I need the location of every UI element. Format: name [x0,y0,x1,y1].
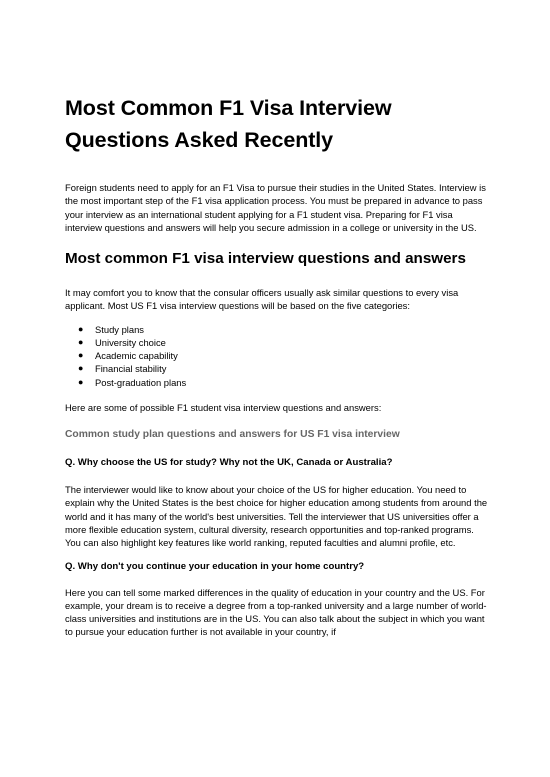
list-item: ● Post-graduation plans [78,376,187,388]
question-heading: Q. Why choose the US for study? Why not the UK, Canada or Australia? [65,457,393,469]
bullet-icon: ● [78,363,84,374]
bullet-icon: ● [78,336,84,347]
bullet-icon: ● [78,350,84,361]
list-item: ● Financial stability [78,363,167,375]
section-heading: Most common F1 visa interview questions and answers [65,250,466,268]
list-item: ● Academic capability [78,350,178,362]
subsection-heading: Common study plan questions and answers for US F1 visa interview [65,429,400,441]
intro-paragraph: Foreign students need to apply for an F1 Visa to pursue their studies in the United States. Interview is the most important step of the F1 visa application process. You must be prepared in advance to pass your interview as an international student applying for a F1 student visa. Preparing for F1 visa interview questions and answers will help you secure admission in a college or university in the US. [65,182,486,233]
list-item: ● University choice [78,336,166,348]
lead-in-paragraph: Here are some of possible F1 student visa interview questions and answers: [65,401,382,413]
document-page [65,92,489,639]
bullet-icon: ● [78,376,84,387]
list-item: ● Study plans [78,323,144,335]
answer-paragraph: The interviewer would like to know about your choice of the US for higher education. You need to explain why the United States is the best choice for higher education among students from around the world and it has many of the world's best universities. Tell the interviewer that US universities offer a more flexible education system, cultural diversity, research opportunities and top-ranked programs. You can also highlight key features like world ranking, reputed faculties and alumni profile, etc. [65,484,488,549]
answer-paragraph: Here you can tell some marked differences in the quality of education in your country and the US. For example, your dream is to receive a degree from a top-ranked university and a large number of world-class universities and institutions are in the US. You can also talk about the subject in which you want to pursue your education further is not available in your country, if [65,586,487,638]
section-paragraph: It may comfort you to know that the consular officers usually ask similar questions to every visa applicant. Most US F1 visa interview questions will be based on the five categories: [65,287,459,312]
category-list [65,323,489,389]
document-title: Most Common F1 Visa Interview Questions Asked Recently [65,96,392,152]
question-heading: Q. Why don't you continue your education in your home country? [65,560,365,572]
bullet-icon: ● [78,323,84,334]
